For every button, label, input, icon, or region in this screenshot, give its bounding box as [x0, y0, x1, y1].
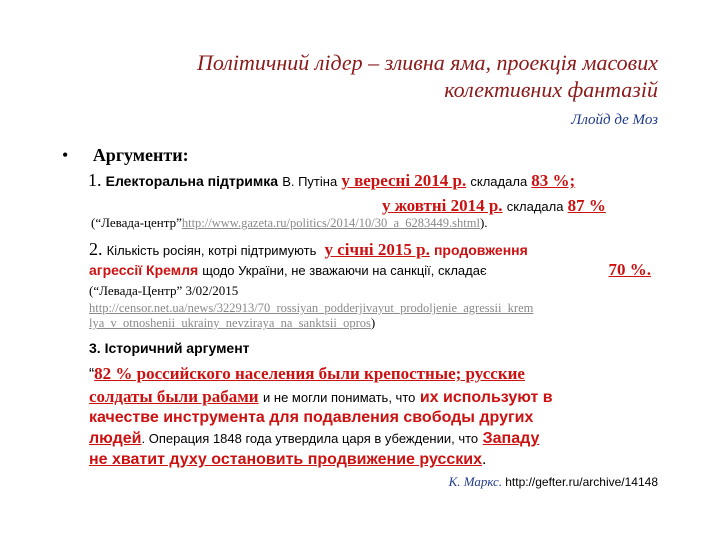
arg1-source-link[interactable]: http://www.gazeta.ru/politics/2014/10/30_a_6283449.shtml [181, 216, 480, 230]
quote-line5 [89, 451, 486, 469]
quote-line2 [89, 387, 553, 407]
arg1-source-suffix: ). [479, 215, 488, 230]
bullet-mark: • [62, 145, 69, 165]
arg1-number: 1. [88, 170, 102, 190]
quote-line1 [89, 364, 525, 384]
quote-open-mark: “ [89, 366, 95, 383]
arg1-line1 [88, 170, 575, 191]
arg2-value: 70 %. [608, 260, 651, 279]
citation-url[interactable]: http://gefter.ru/archive/14148 [505, 475, 658, 489]
quote-line5-black: . [482, 451, 487, 468]
arg2-text2: продовження [433, 242, 528, 258]
arg1-mid2: складала [506, 199, 564, 214]
arg1-date1: у вересні 2014 р. [341, 171, 467, 190]
quote-line5-red: не хватит духу остановить продвижение русских [89, 451, 482, 468]
bullet-row [62, 145, 189, 166]
citation-author: К. Маркс. [448, 474, 502, 489]
arg2-source: (“Левада-Центр” 3/02/2015 [89, 283, 239, 298]
citation [449, 474, 658, 490]
title-line-2: колективних фантазій [444, 77, 658, 102]
quote-line2-black: и не могли понимать, что [263, 390, 416, 405]
author: Ллойд де Моз [571, 112, 658, 128]
arg1-date2: у жовтні 2014 р. [382, 196, 503, 215]
quote-line4 [89, 430, 539, 448]
quote-line2-red-tail: их используют в [419, 389, 553, 406]
arg3-heading: 3. Історичний аргумент [89, 340, 250, 356]
quote-line1-red: 82 % российского населения были крепостные; русские [94, 364, 525, 383]
quote-line4-red: людей [89, 430, 142, 447]
arg1-mid1: складала [470, 174, 528, 189]
arg2-link-line2 [89, 315, 375, 331]
arg2-date: у січні 2015 р. [324, 240, 430, 259]
arg2-line1 [89, 239, 528, 260]
arg2-number: 2. [89, 239, 103, 259]
quote-line2-red: солдаты были рабами [89, 387, 259, 406]
arg1-source [91, 215, 488, 231]
arg2-line2 [89, 262, 651, 280]
arguments-heading: Аргументи: [92, 145, 189, 165]
quote-line4-red-tail: Западу [482, 430, 540, 447]
arg2-red-text: агрессії Кремля [89, 262, 199, 278]
arg1-source-prefix: (“Левада-центр” [91, 215, 182, 230]
arg1-name: В. Путіна [282, 174, 338, 189]
arg2-link-part1[interactable]: http://censor.net.ua/news/322913/70_rossiyan_podderjivayut_prodoljenie_agressii_krem [89, 301, 534, 315]
arg1-label: Електоральна підтримка [105, 173, 279, 189]
arg1-value2: 87 % [567, 196, 606, 215]
arg2-text1: Кількість росіян, котрі підтримують [106, 243, 317, 258]
arg2-text3: щодо України, не зважаючи на санкції, складає [202, 263, 487, 278]
title-line-1: Політичний лідер – зливна яма, проекція масових [196, 50, 658, 75]
arg1-line2 [382, 196, 606, 216]
arg1-value1: 83 %; [531, 171, 576, 190]
quote-line3: качестве инструмента для подавления свободы других [89, 409, 534, 426]
arg2-link-suffix: ) [370, 315, 376, 330]
quote-line4-black: . Операция 1848 года утвердила царя в убеждении, что [141, 431, 479, 446]
arg2-link-part2[interactable]: lya_v_otnoshenii_ukrainy_nevziraya_na_sanktsii_opros [89, 316, 371, 330]
